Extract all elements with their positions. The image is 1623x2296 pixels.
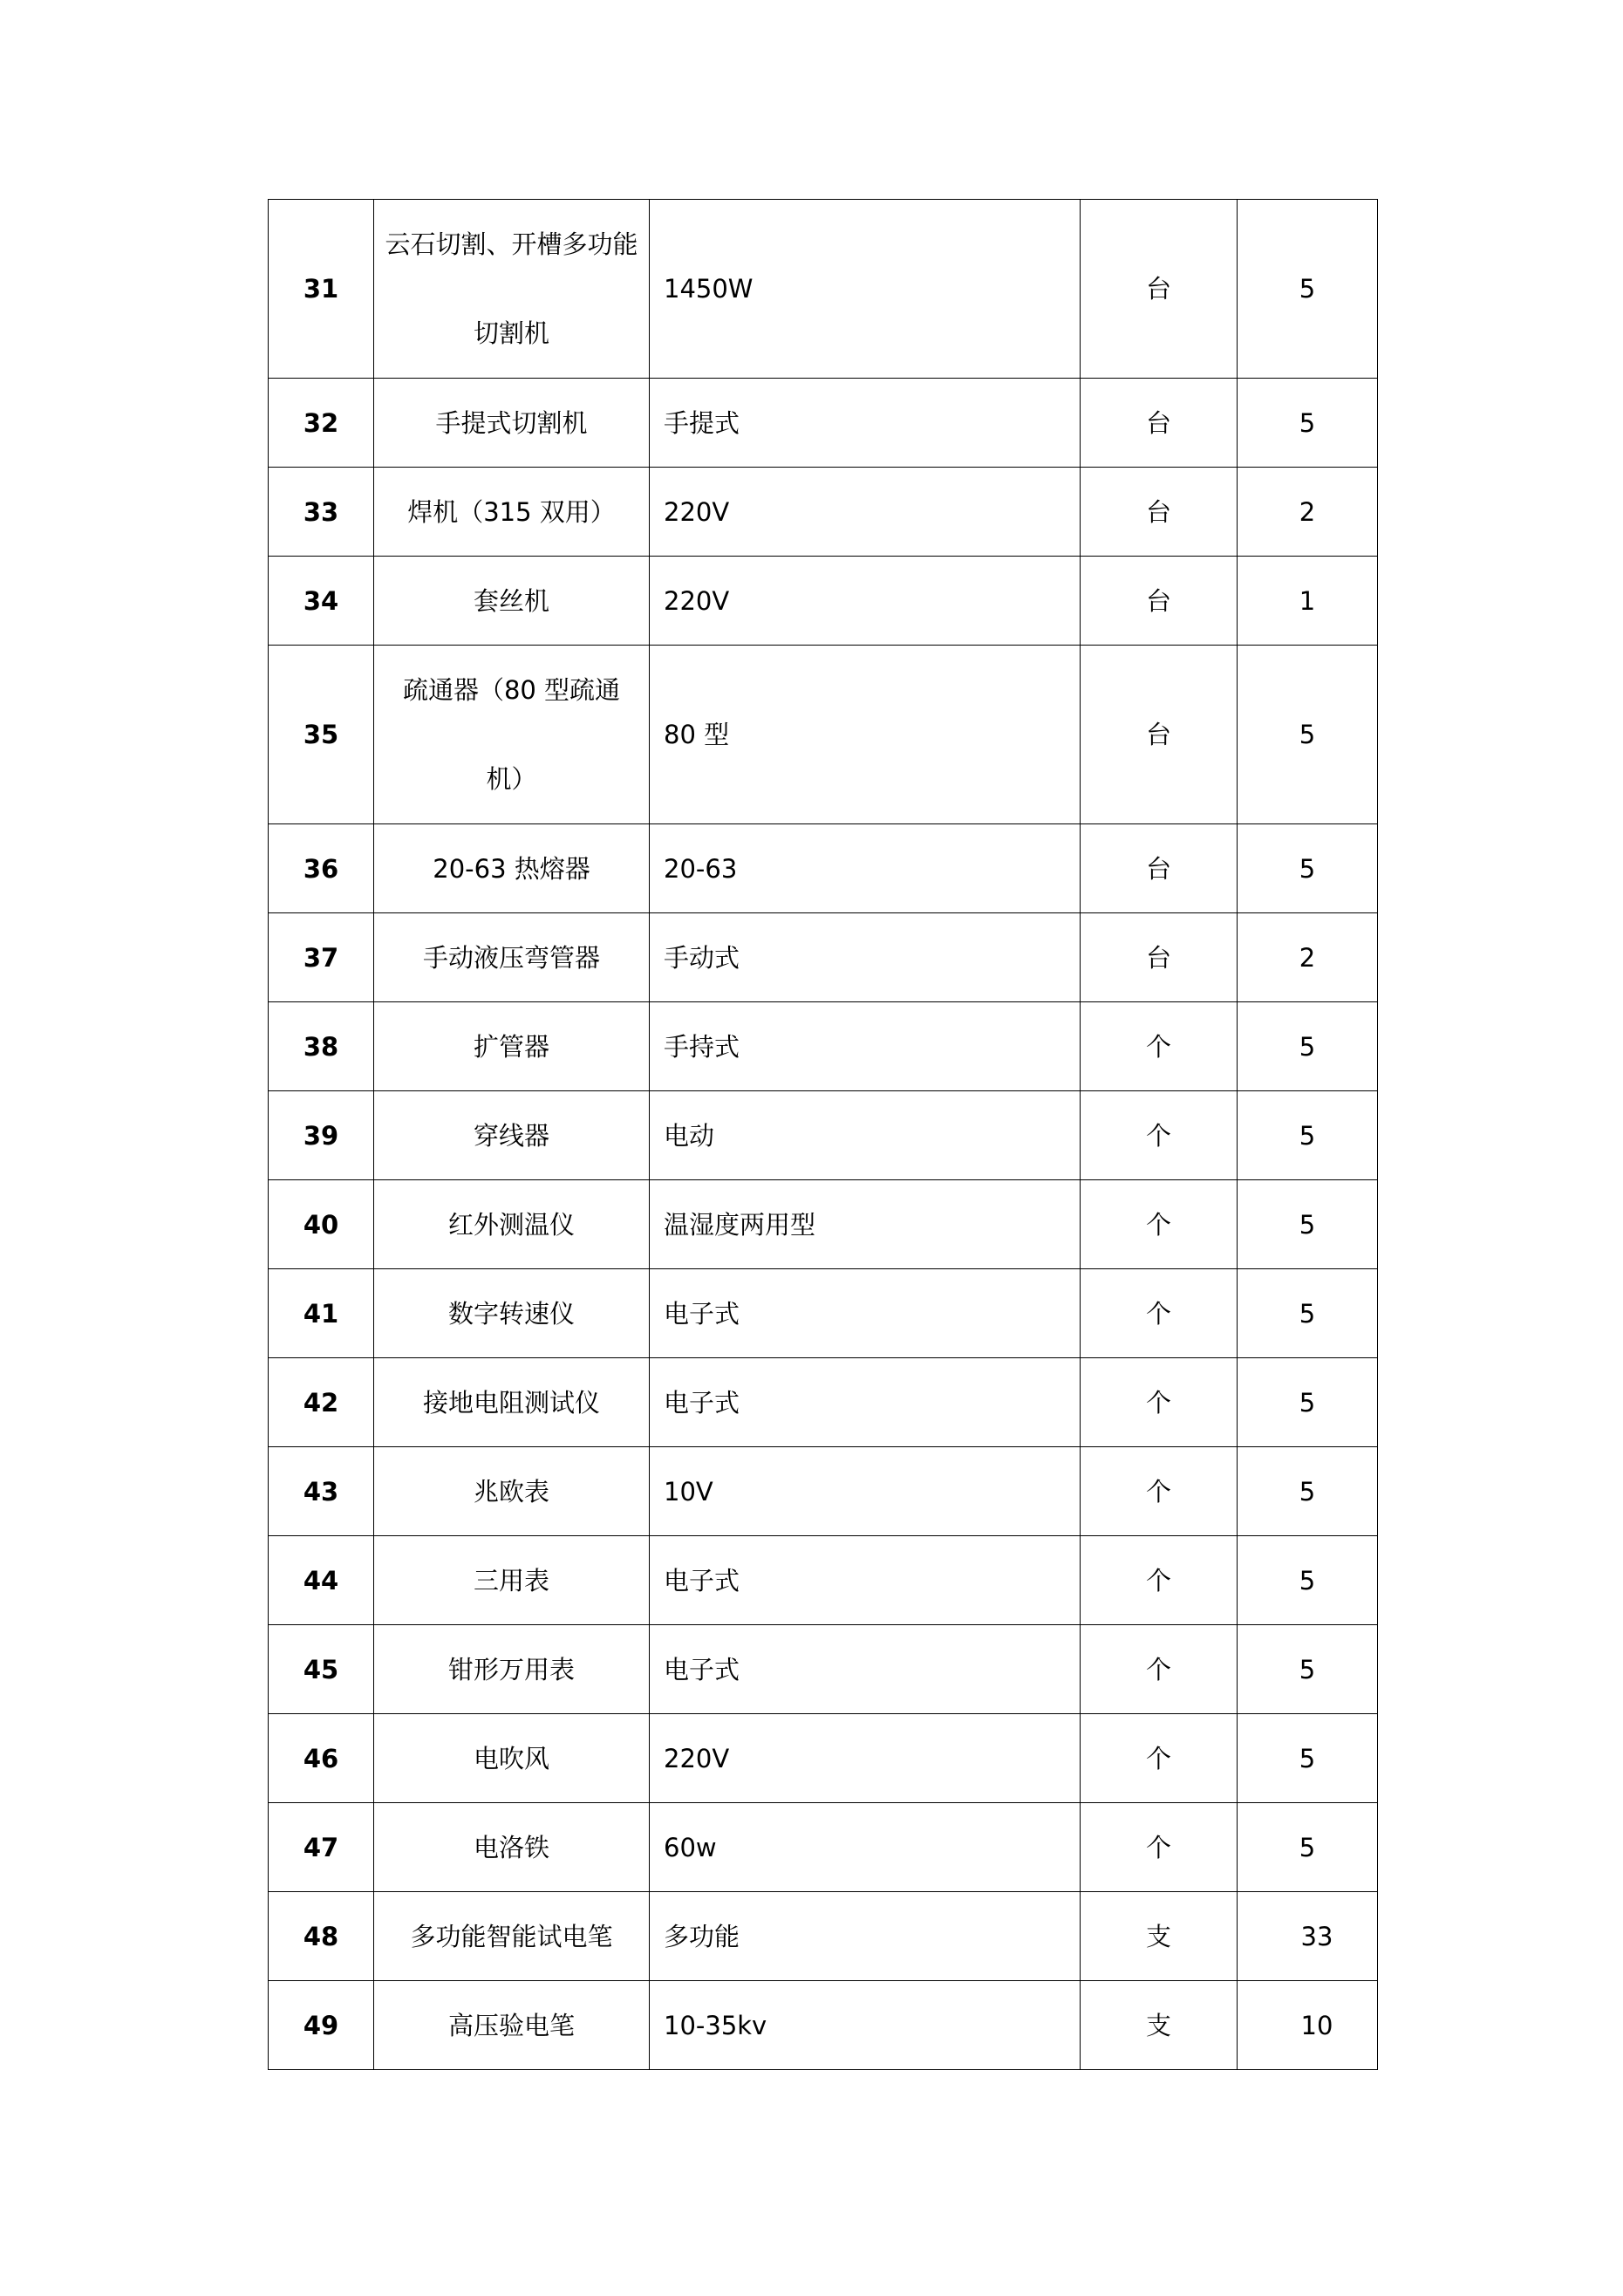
row-number: 35 <box>269 646 374 824</box>
item-spec: 电子式 <box>650 1625 1081 1714</box>
item-quantity: 5 <box>1238 1714 1378 1803</box>
table-row <box>269 1447 1378 1536</box>
item-quantity: 5 <box>1238 646 1378 824</box>
item-quantity: 5 <box>1238 1269 1378 1358</box>
table-row <box>269 646 1378 824</box>
item-name: 数字转速仪 <box>374 1269 650 1358</box>
item-spec: 温湿度两用型 <box>650 1180 1081 1269</box>
item-name: 红外测温仪 <box>374 1180 650 1269</box>
item-name: 接地电阻测试仪 <box>374 1358 650 1447</box>
table-row <box>269 1180 1378 1269</box>
item-quantity: 5 <box>1238 1358 1378 1447</box>
item-name: 套丝机 <box>374 557 650 646</box>
row-number: 41 <box>269 1269 374 1358</box>
item-spec: 80 型 <box>650 646 1081 824</box>
item-quantity: 5 <box>1238 1091 1378 1180</box>
item-spec: 手持式 <box>650 1002 1081 1091</box>
item-spec: 20-63 <box>650 824 1081 913</box>
item-unit: 台 <box>1081 913 1238 1002</box>
row-number: 31 <box>269 200 374 379</box>
item-quantity: 10 <box>1238 1981 1378 2070</box>
table-row <box>269 1536 1378 1625</box>
item-name: 三用表 <box>374 1536 650 1625</box>
row-number: 40 <box>269 1180 374 1269</box>
table-row <box>269 824 1378 913</box>
item-name: 高压验电笔 <box>374 1981 650 2070</box>
table-row <box>269 1002 1378 1091</box>
row-number: 37 <box>269 913 374 1002</box>
table-row <box>269 557 1378 646</box>
item-name: 穿线器 <box>374 1091 650 1180</box>
row-number: 33 <box>269 468 374 557</box>
item-unit: 个 <box>1081 1803 1238 1892</box>
item-name: 兆欧表 <box>374 1447 650 1536</box>
item-name: 手提式切割机 <box>374 379 650 468</box>
table-row <box>269 468 1378 557</box>
item-unit: 个 <box>1081 1091 1238 1180</box>
item-name: 电吹风 <box>374 1714 650 1803</box>
item-spec: 220V <box>650 1714 1081 1803</box>
item-name: 焊机（315 双用） <box>374 468 650 557</box>
item-quantity: 5 <box>1238 1803 1378 1892</box>
row-number: 42 <box>269 1358 374 1447</box>
item-quantity: 2 <box>1238 913 1378 1002</box>
item-quantity: 5 <box>1238 1625 1378 1714</box>
table-row <box>269 1981 1378 2070</box>
item-name: 扩管器 <box>374 1002 650 1091</box>
item-name: 手动液压弯管器 <box>374 913 650 1002</box>
item-quantity: 5 <box>1238 1002 1378 1091</box>
item-spec: 220V <box>650 557 1081 646</box>
item-spec: 220V <box>650 468 1081 557</box>
item-spec: 电动 <box>650 1091 1081 1180</box>
item-name: 20-63 热熔器 <box>374 824 650 913</box>
table-row <box>269 1358 1378 1447</box>
item-quantity: 5 <box>1238 200 1378 379</box>
item-quantity: 5 <box>1238 1447 1378 1536</box>
row-number: 38 <box>269 1002 374 1091</box>
item-unit: 台 <box>1081 646 1238 824</box>
item-spec: 电子式 <box>650 1358 1081 1447</box>
row-number: 49 <box>269 1981 374 2070</box>
item-spec: 电子式 <box>650 1536 1081 1625</box>
item-quantity: 5 <box>1238 1180 1378 1269</box>
item-unit: 支 <box>1081 1981 1238 2070</box>
row-number: 39 <box>269 1091 374 1180</box>
item-unit: 台 <box>1081 379 1238 468</box>
item-unit: 个 <box>1081 1536 1238 1625</box>
table-row <box>269 913 1378 1002</box>
table-row <box>269 1803 1378 1892</box>
item-unit: 个 <box>1081 1447 1238 1536</box>
item-quantity: 2 <box>1238 468 1378 557</box>
item-name: 疏通器（80 型疏通机） <box>374 646 650 824</box>
item-name: 云石切割、开槽多功能切割机 <box>374 200 650 379</box>
item-spec: 1450W <box>650 200 1081 379</box>
item-unit: 台 <box>1081 200 1238 379</box>
table-row <box>269 1091 1378 1180</box>
item-unit: 支 <box>1081 1892 1238 1981</box>
item-unit: 个 <box>1081 1269 1238 1358</box>
item-spec: 10-35kv <box>650 1981 1081 2070</box>
row-number: 34 <box>269 557 374 646</box>
table-row <box>269 1714 1378 1803</box>
row-number: 45 <box>269 1625 374 1714</box>
table-row <box>269 200 1378 379</box>
item-spec: 多功能 <box>650 1892 1081 1981</box>
table-row <box>269 1892 1378 1981</box>
table-row <box>269 1269 1378 1358</box>
row-number: 48 <box>269 1892 374 1981</box>
item-unit: 个 <box>1081 1358 1238 1447</box>
item-quantity: 1 <box>1238 557 1378 646</box>
item-unit: 台 <box>1081 557 1238 646</box>
table-row <box>269 379 1378 468</box>
table-row <box>269 1625 1378 1714</box>
item-name: 多功能智能试电笔 <box>374 1892 650 1981</box>
item-name: 钳形万用表 <box>374 1625 650 1714</box>
row-number: 47 <box>269 1803 374 1892</box>
row-number: 46 <box>269 1714 374 1803</box>
item-unit: 个 <box>1081 1625 1238 1714</box>
row-number: 44 <box>269 1536 374 1625</box>
item-name: 电洛铁 <box>374 1803 650 1892</box>
equipment-table <box>268 199 1378 2070</box>
item-spec: 电子式 <box>650 1269 1081 1358</box>
item-unit: 个 <box>1081 1714 1238 1803</box>
row-number: 36 <box>269 824 374 913</box>
item-spec: 10V <box>650 1447 1081 1536</box>
row-number: 43 <box>269 1447 374 1536</box>
item-quantity: 5 <box>1238 824 1378 913</box>
item-spec: 手动式 <box>650 913 1081 1002</box>
item-spec: 60w <box>650 1803 1081 1892</box>
item-quantity: 5 <box>1238 1536 1378 1625</box>
item-quantity: 5 <box>1238 379 1378 468</box>
row-number: 32 <box>269 379 374 468</box>
item-quantity: 33 <box>1238 1892 1378 1981</box>
item-unit: 个 <box>1081 1180 1238 1269</box>
item-spec: 手提式 <box>650 379 1081 468</box>
item-unit: 台 <box>1081 468 1238 557</box>
item-unit: 台 <box>1081 824 1238 913</box>
item-unit: 个 <box>1081 1002 1238 1091</box>
